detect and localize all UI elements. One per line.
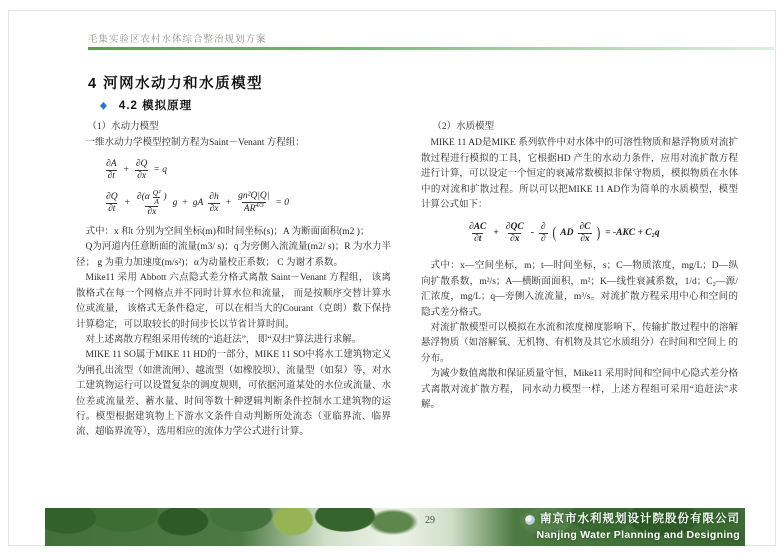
running-header: 毛集实验区农村水体综合整治规划方案 [88, 34, 267, 45]
momentum-equation: $\frac{\partial Q}{\partial t}$ + ∂(α $\frac{\text{Q²}}{A}$ ) ∂x g + gA $\frac{\partial h}{\partial x}$ + $\frac{\text{gn²Q|Q|}}{AR^{4/3}}$ = 0 [106, 187, 289, 218]
company-name-en: Nanjing Water Planning and Designing [536, 529, 740, 541]
variable-definitions-line1: 式中：x 和t 分别为空间坐标(m)和时间坐标(s)；A 为断面面积(m2 )； [85, 227, 370, 238]
water-quality-model-heading: （2）水质模型 [432, 122, 495, 132]
mike11-ad-intro: MIKE 11 AD是MIKE 系列软件中对水体中的可溶性物质和悬浮物质对流扩散过程进行模拟的工具，它根据HD 产生的水动力条件，应用对流扩散方程进行计算，可以设定一个恒定的衰减常数模拟非保守物质，模拟物质在水体中的对流和扩散过程。所以可以把MIKE 11 AD作为简单的水质模型，模型计算公式如下： [421, 138, 738, 211]
left-column [76, 120, 391, 441]
right-column [421, 120, 738, 413]
solver-paragraph: 对上述离散方程组采用传统的“追赶法”， 即“双扫”算法进行求解。 [85, 334, 362, 345]
hydrodynamic-model-heading: （1）水动力模型 [87, 122, 159, 132]
ad-numerical-scheme-paragraph: 为减少数值离散和保证质量守恒，Mike11 采用时间和空间中心隐式差分格式离散对流扩散方程， 同水动力模型一样，上述方程组可采用“追赶法”求解。 [421, 369, 738, 410]
chapter-title: 4 河网水动力和水质模型 [88, 76, 264, 92]
company-logo-icon [525, 515, 535, 525]
company-block [525, 511, 740, 543]
ad-capability-paragraph: 对流扩散模型可以模拟在水流和浓度梯度影响下，传输扩散过程中的溶解悬浮物质（如溶解氧、无机物、有机物及其它水质组分）在时间和空间上 的分布。 [421, 322, 738, 364]
variable-definitions-line2: Q为河道内任意断面的流量(m3/ s)；q 为旁侧入流流量(m2/ s)；R 为水力半径； g 为重力加速度(m/s²)；α为动量校正系数； C 为谢才系数。 [76, 242, 391, 268]
ad-variable-definitions: 式中：x—空间坐标，m；t—时间坐标，s；C—物质浓度，mg/L；D—纵向扩散系数，m²/s；A—横断面面积，m²；K—线性衰减系数，1/d；C₂—源/汇浓度，mg/L；q—旁侧入流流量，m³/s。对流扩散方程采用中心和空间的隐式差分格式。 [421, 261, 738, 318]
advection-dispersion-equation: $\frac{\partial AC}{\partial t}$ + $\frac{\partial QC}{\partial x}$ - $\frac{\partial}{\partial}$ ( AD $\frac{\partial C}{\partial x}$ ) = -AKC + C₂q [469, 222, 660, 245]
hydrodynamic-intro: 一维水动力学模型控制方程为Saint－Venant 方程组： [85, 138, 305, 149]
company-name-cn: 南京市水利规划设计院股份有限公司 [540, 513, 740, 525]
mike11-so-paragraph: MIKE 11 SO属于MIKE 11 HD的一部分，MIKE 11 SO中将水工建筑物定义为闸孔出流型（如泄流闸）、越流型（如橡胶坝）、流量型（如泵）等，对水工建筑物运行可以设置复杂的调度规则，可依据河道某处的水位或流量、水位差或流量差、蓄水量、时间等数十种逻辑判断条件控制水工建筑物的运行。模型根据建筑物上下游水文条件自动判断所处流态（亚临界流、临界流、超临界流等），选用相应的流体力学公式进行计算。 [76, 350, 391, 438]
footer-forest-band [45, 508, 745, 546]
page-number: 29 [425, 515, 435, 526]
abbott-scheme-paragraph: Mike11 采用 Abbott 六点隐式差分格式离散 Saint－Venant 方程组， 该离散格式在每一个网格点并不同时计算水位和流量， 而是按顺序交替计算水位或流量， 该格式无条件稳定，可以在相当大的Courant（克朗）数下保持计算稳定，可以取较长的时间步长以节省计算时间。 [76, 273, 391, 330]
section-heading [100, 97, 192, 113]
saint-venant-equations [104, 159, 391, 218]
continuity-equation: $\frac{\partial A}{\partial t}$ + $\frac{\partial Q}{\partial x}$ = q [106, 158, 167, 181]
diamond-bullet-icon: ◆ [100, 98, 107, 111]
section-label: 4.2 模拟原理 [118, 100, 193, 112]
header-rule [88, 47, 774, 50]
